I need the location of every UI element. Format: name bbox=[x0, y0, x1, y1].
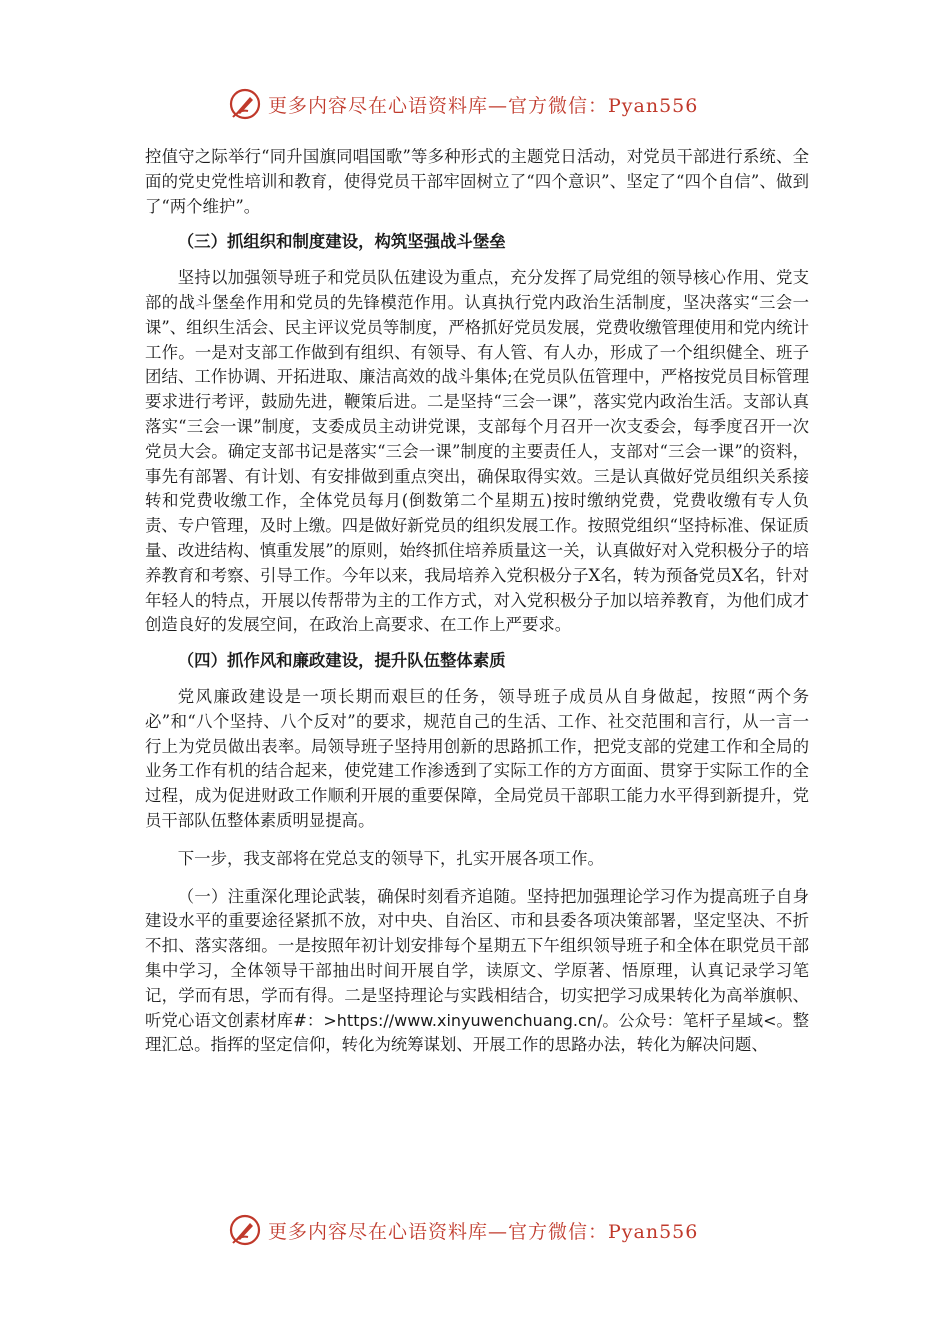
paragraph-theory bbox=[145, 885, 809, 1059]
watermark-banner-top bbox=[228, 84, 728, 124]
section-heading-3: （三）抓组织和制度建设，构筑坚强战斗堡垒 bbox=[177, 232, 506, 252]
pen-seal-icon bbox=[228, 1213, 262, 1247]
paragraph-integrity: 党风廉政建设是一项长期而艰巨的任务，领导班子成员从自身做起，按照“两个务必”和“八个坚持、八个反对”的要求，规范自己的生活、工作、社交范围和言行，从一言一行上为党员做出表率。局领导班子坚持用创新的思路抓工作，把党支部的党建工作和全局的业务工作有机的结合起来，使党建工作渗透到了实际工作的方方面面、贯穿于实际工作的全过程，成为促进财政工作顺利开展的重要保障，全局党员干部职工能力水平得到新提升，党员干部队伍整体素质明显提高。 bbox=[145, 686, 809, 830]
promo-link-text: >https://www.xinyuwenchuang.cn/。公众号：笔杆子星域<。 bbox=[323, 1010, 793, 1030]
paragraph-intro: 控值守之际举行“同升国旗同唱国歌”等多种形式的主题党日活动，对党员干部进行系统、全面的党史党性培训和教育，使得党员干部牢固树立了“四个意识”、坚定了“四个自信”、做到了“两个维护”。 bbox=[145, 147, 809, 216]
watermark-text: 更多内容尽在心语资料库—官方微信：Pyan556 bbox=[268, 94, 699, 117]
section-heading-4: （四）抓作风和廉政建设，提升队伍整体素质 bbox=[177, 651, 506, 671]
paragraph-organization: 坚持以加强领导班子和党员队伍建设为重点，充分发挥了局党组的领导核心作用、党支部的战斗堡垒作用和党员的先锋模范作用。认真执行党内政治生活制度，坚决落实“三会一课”、组织生活会、民主评议党员等制度，严格抓好党员发展，党费收缴管理使用和党内统计工作。一是对支部工作做到有组织、有领导、有人管、有人办，形成了一个组织健全、班子团结、工作协调、开拓进取、廉洁高效的战斗集体;在党员队伍管理中，严格按党员目标管理要求进行考评，鼓励先进，鞭策后进。二是坚持“三会一课”，落实党内政治生活。支部认真落实“三会一课”制度，支委成员主动讲党课，支部每个月召开一次支委会，每季度召开一次党员大会。确定支部书记是落实“三会一课”制度的主要责任人，支部对“三会一课”的资料，事先有部署、有计划、有安排做到重点突出，确保取得实效。三是认真做好党员组织关系接转和党费收缴工作，全体党员每月(倒数第二个星期五)按时缴纳党费，党费收缴有专人负责、专户管理，及时上缴。四是做好新党员的组织发展工作。按照党组织“坚持标准、保证质量、改进结构、慎重发展”的原则，始终抓住培养质量这一关，认真做好对入党积极分子的培养教育和考察、引导工作。今年以来，我局培养入党积极分子X名，转为预备党员X名，针对年轻人的特点，开展以传帮带为主的工作方式，对入党积极分子加以培养教育，为他们成才创造良好的发展空间，在政治上高要求、在工作上严要求。 bbox=[145, 268, 810, 635]
paragraph-next-step: 下一步，我支部将在党总支的领导下，扎实开展各项工作。 bbox=[177, 848, 604, 868]
watermark-text: 更多内容尽在心语资料库—官方微信：Pyan556 bbox=[268, 1220, 699, 1243]
theory-text-end: 整理汇总。指挥的坚定信仰，转化为统筹谋划、开展工作的思路办法，转化为解决问题、 bbox=[145, 1010, 809, 1055]
document-body bbox=[145, 145, 809, 1058]
pen-seal-icon bbox=[228, 87, 262, 121]
watermark-banner-bottom bbox=[228, 1210, 728, 1250]
theory-text: （一）注重深化理论武装，确保时刻看齐追随。坚持把加强理论学习作为提高班子自身建设水平的重要途径紧抓不放，对中央、自治区、市和县委各项决策部署，坚定坚决、不折不扣、落实落细。一是按照年初计划安排每个星期五下午组织领导班子和全体在职党员干部集中学习，全体领导干部抽出时间开展自学，读原文、学原著、悟原理，认真记录学习笔记，学而有思，学而有得。二是坚持理论与实践相结合，切实把学习成果转化为高举旗帜、听党心语文创素材库#： bbox=[145, 886, 809, 1030]
